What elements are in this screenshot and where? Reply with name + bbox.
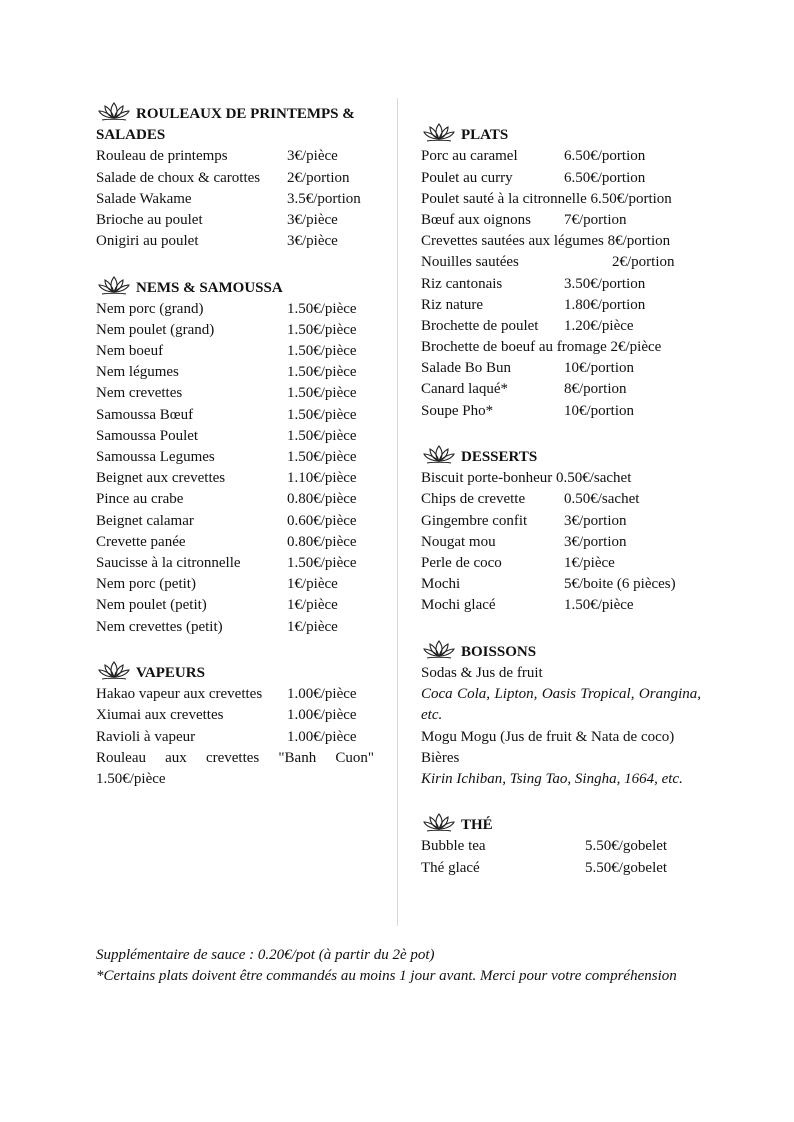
menu-item — [96, 146, 374, 167]
item-price: 2€/portion — [612, 254, 675, 271]
item-name: Nem crevettes — [96, 385, 183, 402]
lotus-icon — [96, 274, 132, 296]
item-name: Nem poulet (petit) — [96, 597, 207, 614]
item-price: 3€/pièce — [287, 211, 338, 228]
item-name: Hakao vapeur aux crevettes — [96, 686, 263, 703]
item-price: 3.50€/portion — [564, 275, 646, 292]
item-price: 7€/portion — [564, 211, 627, 228]
item-price: 6.50€/portion — [564, 169, 646, 186]
item-price: 1.20€/pièce — [564, 317, 634, 334]
menu-item — [421, 532, 701, 553]
item-name: Beignet calamar — [96, 512, 194, 529]
section-heading-plats — [421, 121, 701, 146]
item-price: 1€/pièce — [287, 618, 338, 635]
section-heading-nems — [96, 274, 374, 299]
menu-item — [96, 299, 374, 320]
item-price: 1.00€/pièce — [287, 728, 357, 745]
item-name: Nem boeuf — [96, 343, 164, 360]
menu-item — [96, 362, 374, 383]
item-name: Biscuit porte-bonheur — [421, 470, 553, 487]
item-name: Ravioli à vapeur — [96, 728, 196, 745]
item-price: 5.50€/gobelet — [585, 838, 668, 855]
menu-item — [96, 426, 374, 447]
menu-item — [421, 316, 701, 337]
menu-item — [421, 468, 701, 489]
sodas-label: Sodas & Jus de fruit — [421, 664, 543, 681]
lotus-icon — [96, 659, 132, 681]
item-price: 10€/portion — [564, 402, 634, 419]
item-name: Brochette de poulet — [421, 317, 539, 334]
menu-item — [96, 447, 374, 468]
item-name: Canard laqué* — [421, 381, 509, 398]
item-name: Bubble tea — [421, 838, 486, 855]
menu-item — [421, 295, 701, 316]
item-name: Riz nature — [421, 296, 484, 313]
menu-item — [421, 858, 701, 879]
item-name: Salade Wakame — [96, 190, 192, 207]
item-name: Riz cantonais — [421, 275, 503, 292]
menu-item — [421, 553, 701, 574]
menu-item — [421, 274, 701, 295]
item-name: Crevette panée — [96, 533, 186, 550]
lotus-icon — [96, 100, 132, 122]
bieres-list: Kirin Ichiban, Tsing Tao, Singha, 1664, etc. — [421, 770, 683, 787]
item-price: 8€/portion — [607, 233, 671, 250]
item-name: Soupe Pho* — [421, 402, 494, 419]
item-name: Nem porc (grand) — [96, 300, 204, 317]
item-price: 8€/portion — [564, 381, 627, 398]
item-name: Nouilles sautées — [421, 254, 519, 271]
item-price: 5.50€/gobelet — [585, 859, 668, 876]
menu-item — [96, 231, 374, 252]
item-price: 1.80€/portion — [564, 296, 646, 313]
item-name: Nem crevettes (petit) — [96, 618, 223, 635]
menu-item — [421, 511, 701, 532]
item-name: Nem porc (petit) — [96, 576, 196, 593]
menu-item — [96, 684, 374, 705]
nems-list — [96, 299, 374, 638]
menu-item — [96, 727, 374, 748]
item-name: Nem légumes — [96, 364, 179, 381]
section-heading-boissons — [421, 638, 701, 663]
menu-item — [96, 532, 374, 553]
item-name: Perle de coco — [421, 554, 502, 571]
section-title: DESSERTS — [461, 449, 538, 466]
item-name: Mochi — [421, 576, 461, 593]
item-name: Samoussa Bœuf — [96, 406, 194, 423]
the-list — [421, 836, 701, 878]
menu-item — [421, 379, 701, 400]
item-name: Nem poulet (grand) — [96, 321, 215, 338]
plats-list — [421, 146, 701, 421]
item-price: 0.80€/pièce — [287, 533, 357, 550]
item-price: 1.50€/pièce — [287, 321, 357, 338]
item-name: Rouleau de printemps — [96, 148, 228, 165]
menu-item — [421, 358, 701, 379]
item-name: Crevettes sautées aux légumes — [421, 233, 604, 250]
section-title: PLATS — [461, 127, 509, 144]
item-price: 6.50€/portion — [590, 190, 672, 207]
menu-item — [96, 405, 374, 426]
item-price: 1€/pièce — [287, 597, 338, 614]
item-name: Thé glacé — [421, 859, 480, 876]
menu-item — [96, 383, 374, 404]
menu-item — [96, 511, 374, 532]
vapeurs-list — [96, 684, 374, 748]
item-price: 1.50€/pièce — [287, 343, 357, 360]
item-price: 3€/pièce — [287, 233, 338, 250]
item-name: Salade Bo Bun — [421, 360, 511, 377]
menu-item — [421, 252, 701, 273]
item-price: 3€/portion — [564, 533, 627, 550]
sodas-list: Coca Cola, Lipton, Oasis Tropical, Orangina, etc. — [421, 686, 701, 724]
lotus-icon — [421, 811, 457, 833]
desserts-list — [421, 468, 701, 616]
item-name: Chips de crevette — [421, 491, 526, 508]
item-name: Pince au crabe — [96, 491, 184, 508]
menu-item — [421, 337, 701, 358]
item-price: 0.60€/pièce — [287, 512, 357, 529]
lotus-icon — [421, 121, 457, 143]
item-price: 0.80€/pièce — [287, 491, 357, 508]
item-name: Samoussa Legumes — [96, 449, 215, 466]
item-price: 1.50€/pièce — [287, 406, 357, 423]
item-price: 2€/pièce — [610, 339, 662, 356]
footer-notes — [96, 945, 698, 987]
item-price: 0.50€/sachet — [564, 491, 640, 508]
advance-order-note: *Certains plats doivent être commandés au moins 1 jour avant. Merci pour votre compréhension — [96, 968, 677, 985]
item-price: 5€/boite (6 pièces) — [564, 576, 676, 593]
item-name: Beignet aux crevettes — [96, 470, 226, 487]
item-price: 1.50€/pièce — [287, 449, 357, 466]
menu-item — [421, 146, 701, 167]
menu-item — [96, 168, 374, 189]
section-title: ROULEAUX DE PRINTEMPS & — [136, 106, 355, 122]
item-price: 3€/portion — [564, 512, 627, 529]
menu-item — [96, 574, 374, 595]
item-name: Gingembre confit — [421, 512, 528, 529]
menu-item — [96, 189, 374, 210]
item-price: 1.50€/pièce — [287, 554, 357, 571]
sauce-note: Supplémentaire de sauce : 0.20€/pot (à partir du 2è pot) — [96, 947, 435, 963]
menu-item — [421, 836, 701, 857]
item-price: 2€/portion — [287, 169, 350, 186]
menu-item — [96, 468, 374, 489]
item-name: Xiumai aux crevettes — [96, 707, 224, 724]
menu-item — [96, 595, 374, 616]
menu-item — [96, 489, 374, 510]
section-heading-desserts — [421, 443, 701, 468]
lotus-icon — [421, 638, 457, 660]
bieres-label: Bières — [421, 749, 460, 766]
menu-item — [421, 401, 701, 422]
menu-item — [421, 168, 701, 189]
section-heading-the — [421, 811, 701, 836]
item-price: 1.50€/pièce — [564, 597, 634, 614]
menu-item — [96, 320, 374, 341]
item-price: 1.50€/pièce — [287, 385, 357, 402]
item-name: Poulet au curry — [421, 169, 513, 186]
item-price: 0.50€/sachet — [555, 470, 632, 487]
menu-item — [96, 617, 374, 638]
menu-item — [421, 489, 701, 510]
item-name: Nougat mou — [421, 533, 496, 550]
menu-item — [421, 595, 701, 616]
item-price: 3€/pièce — [287, 148, 338, 165]
column-divider — [397, 98, 398, 926]
menu-item — [96, 210, 374, 231]
item-name: Brochette de boeuf au fromage — [421, 339, 607, 356]
left-column — [96, 100, 374, 790]
section-title: NEMS & SAMOUSSA — [136, 279, 283, 296]
item-price: 1.50€/pièce — [287, 427, 357, 444]
section-title: BOISSONS — [461, 643, 537, 660]
item-price: 10€/portion — [564, 360, 634, 377]
item-name: Bœuf aux oignons — [421, 211, 531, 228]
item-name: Samoussa Poulet — [96, 427, 199, 444]
menu-item — [96, 553, 374, 574]
item-price: 1.00€/pièce — [287, 707, 357, 724]
menu-item — [421, 574, 701, 595]
section-heading-rouleaux — [96, 100, 374, 146]
item-price: 1.50€/pièce — [287, 300, 357, 317]
lotus-icon — [421, 443, 457, 465]
menu-item — [421, 210, 701, 231]
item-price: 6.50€/portion — [564, 148, 646, 165]
item-price: 1.00€/pièce — [287, 686, 357, 703]
section-title: VAPEURS — [136, 664, 205, 681]
item-price: 1.50€/pièce — [287, 364, 357, 381]
item-name: Brioche au poulet — [96, 211, 203, 228]
item-name: Poulet sauté à la citronnelle — [421, 190, 587, 207]
item-name: Saucisse à la citronnelle — [96, 554, 241, 571]
section-title: THÉ — [461, 817, 493, 834]
right-column — [421, 100, 701, 879]
menu-item — [96, 705, 374, 726]
menu-item — [421, 231, 701, 252]
item-price: 1.10€/pièce — [287, 470, 357, 487]
menu-item — [96, 341, 374, 362]
rouleaux-list — [96, 146, 374, 252]
menu-item — [421, 189, 701, 210]
item-name: Onigiri au poulet — [96, 233, 199, 250]
mogu-item: Mogu Mogu (Jus de fruit & Nata de coco) — [421, 728, 675, 745]
banh-cuon-item: Rouleau aux crevettes "Banh Cuon" 1.50€/pièce — [96, 749, 374, 787]
item-price: 1€/pièce — [564, 554, 615, 571]
item-name: Salade de choux & carottes — [96, 169, 261, 186]
section-title-line2: SALADES — [96, 127, 166, 144]
section-heading-vapeurs — [96, 659, 374, 684]
item-name: Porc au caramel — [421, 148, 518, 165]
item-price: 3.5€/portion — [287, 190, 361, 207]
item-price: 1€/pièce — [287, 576, 338, 593]
item-name: Mochi glacé — [421, 597, 496, 614]
